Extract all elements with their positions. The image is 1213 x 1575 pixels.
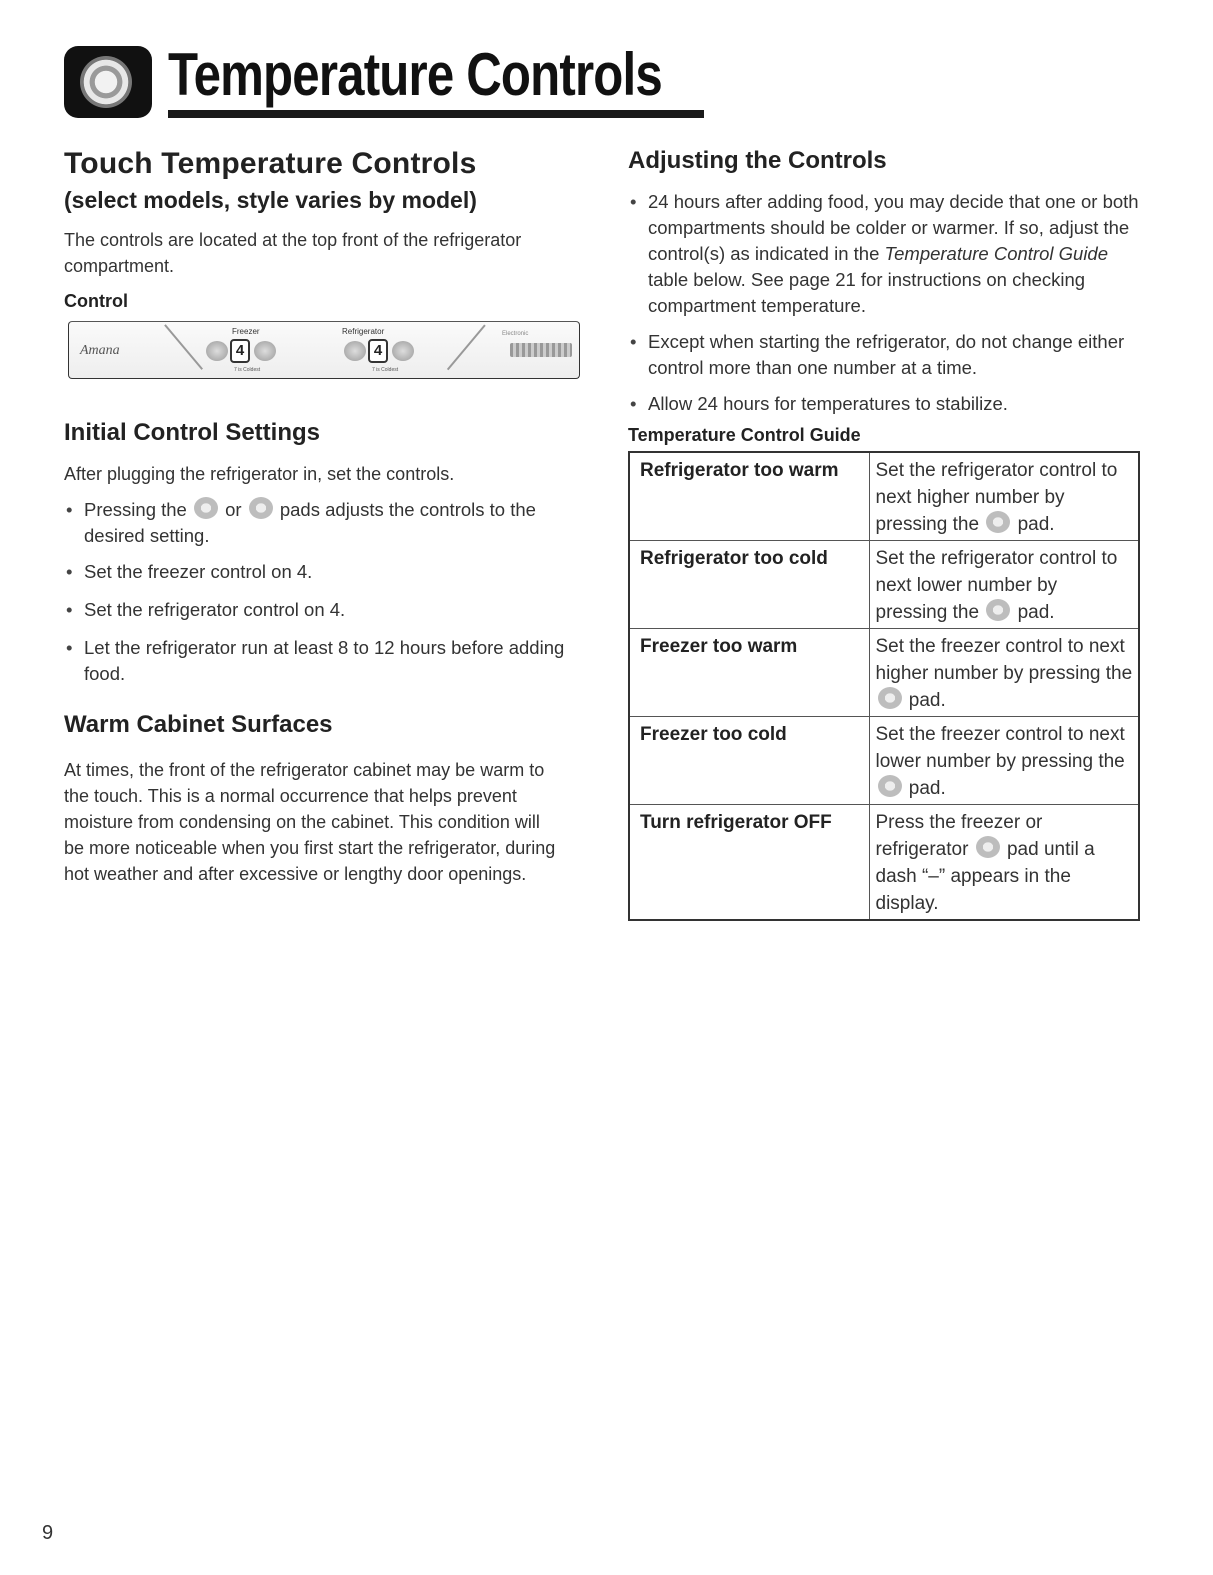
action-cell: Set the freezer control to next lower number by pressing the pad. — [869, 717, 1139, 805]
pad-icon — [878, 687, 902, 709]
freezer-sub-caption: 7 is Coldest — [234, 367, 261, 373]
initial-intro: After plugging the refrigerator in, set the controls. — [64, 464, 455, 484]
initial-settings-list — [64, 497, 589, 687]
page-number: 9 — [42, 1522, 54, 1544]
refrigerator-down-pad-icon — [344, 341, 366, 361]
condition-cell: Freezer too cold — [629, 717, 869, 805]
down-pad-icon — [194, 497, 218, 519]
electronic-caption: Electronic — [502, 331, 529, 337]
left-column — [64, 145, 589, 887]
list-item: • 24 hours after adding food, you may decide that one or both compartments should be colder or warmer. If so, adjust the control(s) as indicated in the Temperature Control Guide table below. See page 21 for instructions on checking compartment temperature. — [628, 189, 1148, 319]
page-title: Temperature Controls — [168, 41, 662, 108]
right-column — [628, 145, 1148, 921]
adjusting-list — [628, 189, 1148, 417]
title-underline — [168, 110, 704, 118]
freezer-down-pad-icon — [206, 341, 228, 361]
pad-icon — [878, 775, 902, 797]
adjusting-heading: Adjusting the Controls — [628, 147, 887, 174]
condition-cell: Freezer too warm — [629, 629, 869, 717]
control-label: Control — [64, 291, 128, 311]
condition-cell: Refrigerator too warm — [629, 452, 869, 541]
warm-cabinet-heading: Warm Cabinet Surfaces — [64, 711, 333, 738]
freezer-caption: Freezer — [232, 327, 260, 336]
warm-cabinet-text: At times, the front of the refrigerator cabinet may be warm to the touch. This is a normal occurrence that helps prevent moisture from condensing on the cabinet. This condition will be more noticeable when you first start the refrigerator, during hot weather and after excessive or lengthy door openings. — [64, 760, 556, 884]
action-cell: Set the freezer control to next higher number by pressing the pad. — [869, 629, 1139, 717]
table-row — [629, 805, 1139, 921]
list-item: • Pressing the or pads adjusts the controls to the desired setting. — [64, 497, 589, 549]
table-row — [629, 541, 1139, 629]
intro-text: The controls are located at the top front of the refrigerator compartment. — [64, 230, 522, 276]
freezer-up-pad-icon — [254, 341, 276, 361]
touch-controls-subheading: (select models, style varies by model) — [64, 187, 477, 213]
condition-cell: Turn refrigerator OFF — [629, 805, 869, 921]
list-item: • Set the freezer control on 4. — [64, 559, 589, 585]
action-cell: Press the freezer or refrigerator pad until a dash “–” appears in the display. — [869, 805, 1139, 921]
list-item: • Allow 24 hours for temperatures to stabilize. — [628, 391, 1148, 417]
control-panel-frame — [68, 321, 580, 379]
panel-brand: Amana — [80, 343, 120, 358]
list-item: • Set the refrigerator control on 4. — [64, 597, 589, 623]
freezer-display: 4 — [230, 339, 250, 363]
table-row — [629, 629, 1139, 717]
pad-icon — [976, 836, 1000, 858]
pad-icon — [986, 599, 1010, 621]
page-header — [64, 41, 662, 122]
control-panel-illustration — [64, 321, 584, 383]
list-item: • Let the refrigerator run at least 8 to 12 hours before adding food. — [64, 635, 589, 687]
dial-icon — [64, 46, 152, 118]
initial-settings-heading: Initial Control Settings — [64, 419, 320, 446]
electronic-logo — [510, 343, 572, 357]
list-item: • Except when starting the refrigerator, do not change either control more than one number at a time. — [628, 329, 1148, 381]
temperature-control-guide-table — [628, 451, 1140, 921]
guide-label: Temperature Control Guide — [628, 425, 861, 445]
refrigerator-sub-caption: 7 is Coldest — [372, 367, 399, 373]
refrigerator-caption: Refrigerator — [342, 327, 385, 336]
refrigerator-up-pad-icon — [392, 341, 414, 361]
refrigerator-display: 4 — [368, 339, 388, 363]
condition-cell: Refrigerator too cold — [629, 541, 869, 629]
up-pad-icon — [249, 497, 273, 519]
table-row — [629, 452, 1139, 541]
touch-controls-heading: Touch Temperature Controls — [64, 147, 477, 180]
action-cell: Set the refrigerator control to next lower number by pressing the pad. — [869, 541, 1139, 629]
action-cell: Set the refrigerator control to next higher number by pressing the pad. — [869, 452, 1139, 541]
table-row — [629, 717, 1139, 805]
pad-icon — [986, 511, 1010, 533]
